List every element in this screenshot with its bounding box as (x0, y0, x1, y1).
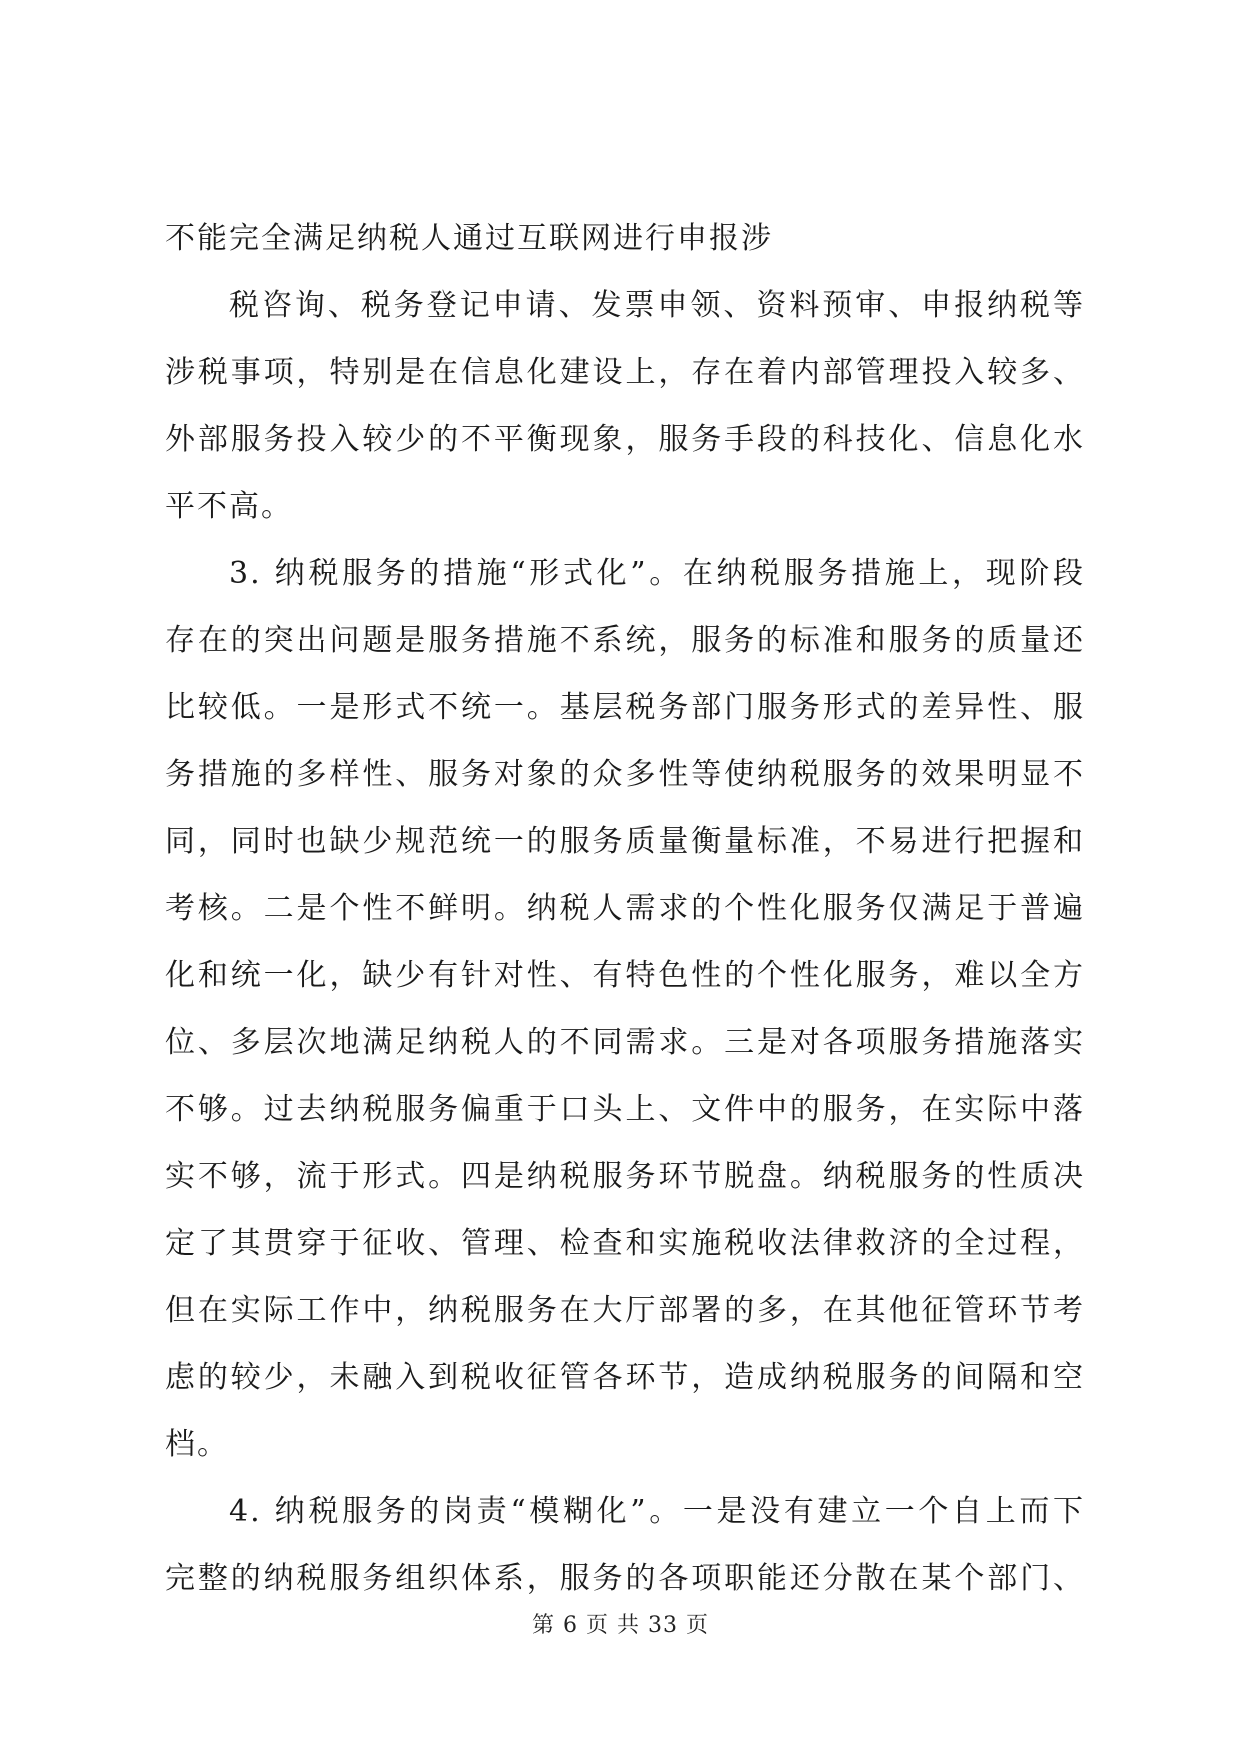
text-line: 虑的较少，未融入到税收征管各环节，造成纳税服务的间隔和空 (165, 1360, 1085, 1395)
text-line: 存在的突出问题是服务措施不系统，服务的标准和服务的质量还 (165, 623, 1085, 658)
text-line: 完整的纳税服务组织体系，服务的各项职能还分散在某个部门、 (165, 1561, 1085, 1596)
text-line: 实不够，流于形式。四是纳税服务环节脱盘。纳税服务的性质决 (165, 1159, 1085, 1194)
text-line: 考核。二是个性不鲜明。纳税人需求的个性化服务仅满足于普遍 (165, 891, 1085, 926)
text-line: 不够。过去纳税服务偏重于口头上、文件中的服务，在实际中落 (165, 1092, 1085, 1127)
text-line: 平不高。 (165, 489, 293, 524)
text-line: 税咨询、税务登记申请、发票申领、资料预审、申报纳税等 (229, 288, 1085, 323)
text-line: 务措施的多样性、服务对象的众多性等使纳税服务的效果明显不 (165, 757, 1085, 792)
text-line: 比较低。一是形式不统一。基层税务部门服务形式的差异性、服 (165, 690, 1085, 725)
page-number-footer: 第 6 页 共 33 页 (532, 1613, 709, 1638)
text-line: 3. 纳税服务的措施“形式化”。在纳税服务措施上，现阶段 (229, 556, 1085, 591)
text-line: 4. 纳税服务的岗责“模糊化”。一是没有建立一个自上而下 (229, 1494, 1085, 1529)
text-line: 外部服务投入较少的不平衡现象，服务手段的科技化、信息化水 (165, 422, 1085, 457)
text-line: 化和统一化，缺少有针对性、有特色性的个性化服务，难以全方 (165, 958, 1085, 993)
text-line: 定了其贯穿于征收、管理、检查和实施税收法律救济的全过程， (165, 1226, 1085, 1261)
text-line: 同，同时也缺少规范统一的服务质量衡量标准，不易进行把握和 (165, 824, 1085, 859)
text-line: 档。 (165, 1427, 229, 1462)
text-line: 位、多层次地满足纳税人的不同需求。三是对各项服务措施落实 (165, 1025, 1085, 1060)
text-line: 不能完全满足纳税人通过互联网进行申报涉 (165, 221, 773, 256)
text-line: 涉税事项，特别是在信息化建设上，存在着内部管理投入较多、 (165, 355, 1085, 390)
text-line: 但在实际工作中，纳税服务在大厅部署的多，在其他征管环节考 (165, 1293, 1085, 1328)
document-body (165, 205, 1085, 1612)
